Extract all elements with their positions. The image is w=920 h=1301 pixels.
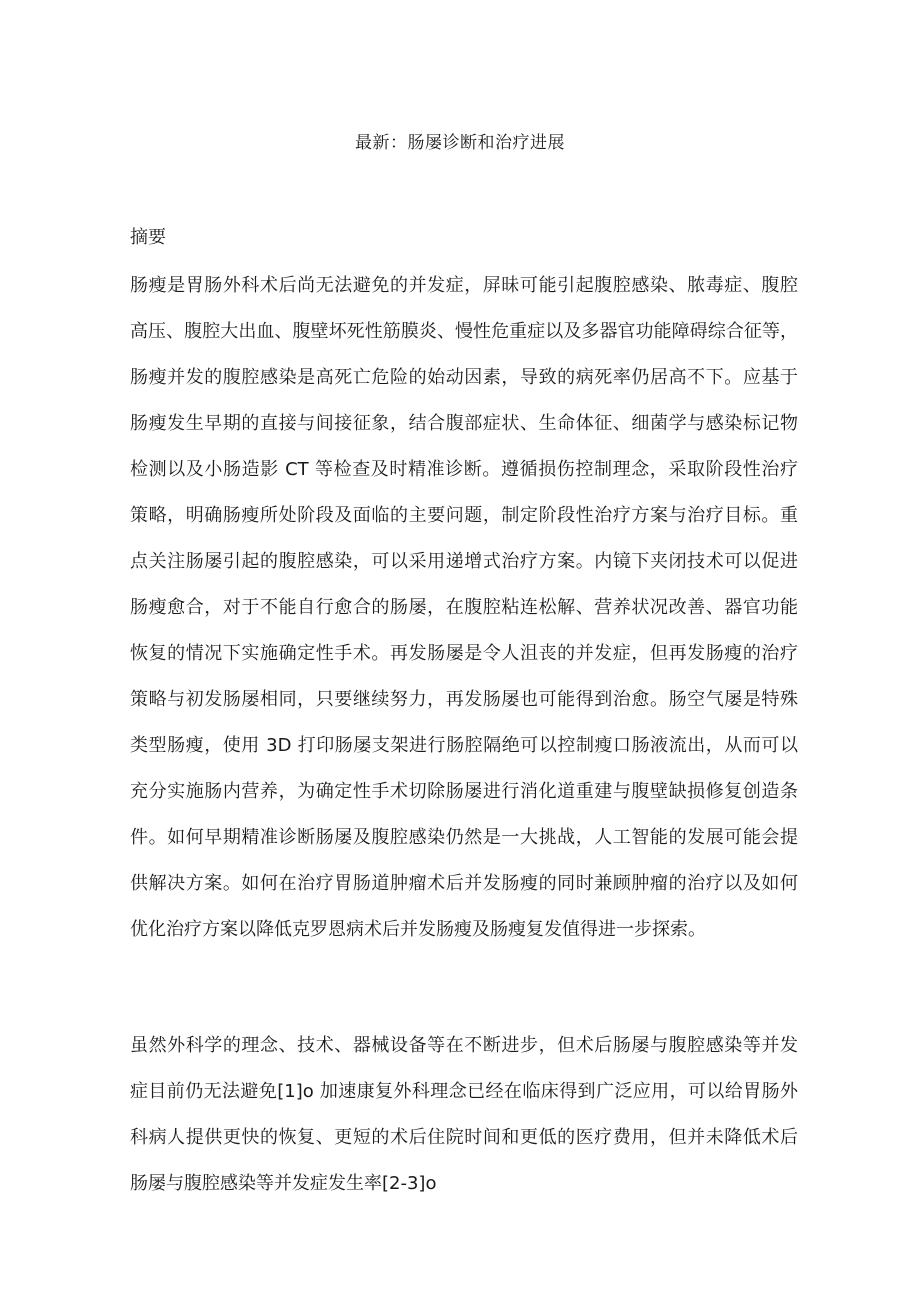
abstract-line: 策略，明确肠瘦所处阶段及面临的主要问题，制定阶段性治疗方案与治疗目标。重 bbox=[130, 505, 798, 526]
intro-line: 症目前仍无法避免[1]o 加速康复外科理念已经在临床得到广泛应用，可以给胃肠外 bbox=[130, 1081, 798, 1102]
abstract-line: 供解决方案。如何在治疗胃肠道肿瘤术后并发肠瘦的同时兼顾肿瘤的治疗以及如何 bbox=[130, 873, 798, 894]
abstract-line: 点关注肠屡引起的腹腔感染，可以采用递增式治疗方案。内镜下夹闭技术可以促进 bbox=[130, 551, 798, 572]
abstract-line: 件。如何早期精准诊断肠屡及腹腔感染仍然是一大挑战，人工智能的发展可能会提 bbox=[130, 827, 798, 848]
abstract-line: 恢复的情况下实施确定性手术。再发肠屡是令人沮丧的并发症，但再发肠瘦的治疗 bbox=[130, 643, 798, 664]
abstract-line: 高压、腹腔大出血、腹壁坏死性筋膜炎、慢性危重症以及多器官功能障碍综合征等， bbox=[130, 321, 798, 342]
intro-paragraph bbox=[130, 1023, 798, 1207]
abstract-line: 肠瘦愈合，对于不能自行愈合的肠屡，在腹腔粘连松解、营养状况改善、器官功能 bbox=[130, 597, 798, 618]
intro-line: 虽然外科学的理念、技术、器械设备等在不断进步，但术后肠屡与腹腔感染等并发 bbox=[130, 1035, 798, 1056]
abstract-heading: 摘要 bbox=[130, 227, 166, 248]
abstract-line: 类型肠瘦，使用 3D 打印肠屡支架进行肠腔隔绝可以控制瘦口肠液流出，从而可以 bbox=[130, 735, 798, 756]
abstract-line: 肠瘦并发的腹腔感染是高死亡危险的始动因素，导致的病死率仍居高不下。应基于 bbox=[130, 367, 798, 388]
abstract-paragraph bbox=[130, 263, 798, 953]
abstract-line: 充分实施肠内营养，为确定性手术切除肠屡进行消化道重建与腹壁缺损修复创造条 bbox=[130, 781, 798, 802]
intro-line: 肠屡与腹腔感染等并发症发生率[2-3]o bbox=[130, 1173, 437, 1194]
abstract-line: 肠瘦是胃肠外科术后尚无法避免的并发症，屏昧可能引起腹腔感染、脓毒症、腹腔 bbox=[130, 275, 798, 296]
document-title: 最新：肠屡诊断和治疗进展 bbox=[355, 133, 565, 153]
abstract-line: 检测以及小肠造影 CT 等检查及时精准诊断。遵循损伤控制理念，采取阶段性治疗 bbox=[130, 459, 798, 480]
intro-line: 科病人提供更快的恢复、更短的术后住院时间和更低的医疗费用，但并未降低术后 bbox=[130, 1127, 798, 1148]
abstract-line: 肠瘦发生早期的直接与间接征象，结合腹部症状、生命体征、细菌学与感染标记物 bbox=[130, 413, 798, 434]
abstract-line: 策略与初发肠屡相同，只要继续努力，再发肠屡也可能得到治愈。肠空气屡是特殊 bbox=[130, 689, 798, 710]
abstract-line: 优化治疗方案以降低克罗恩病术后并发肠瘦及肠瘦复发值得进一步探索。 bbox=[130, 919, 706, 940]
